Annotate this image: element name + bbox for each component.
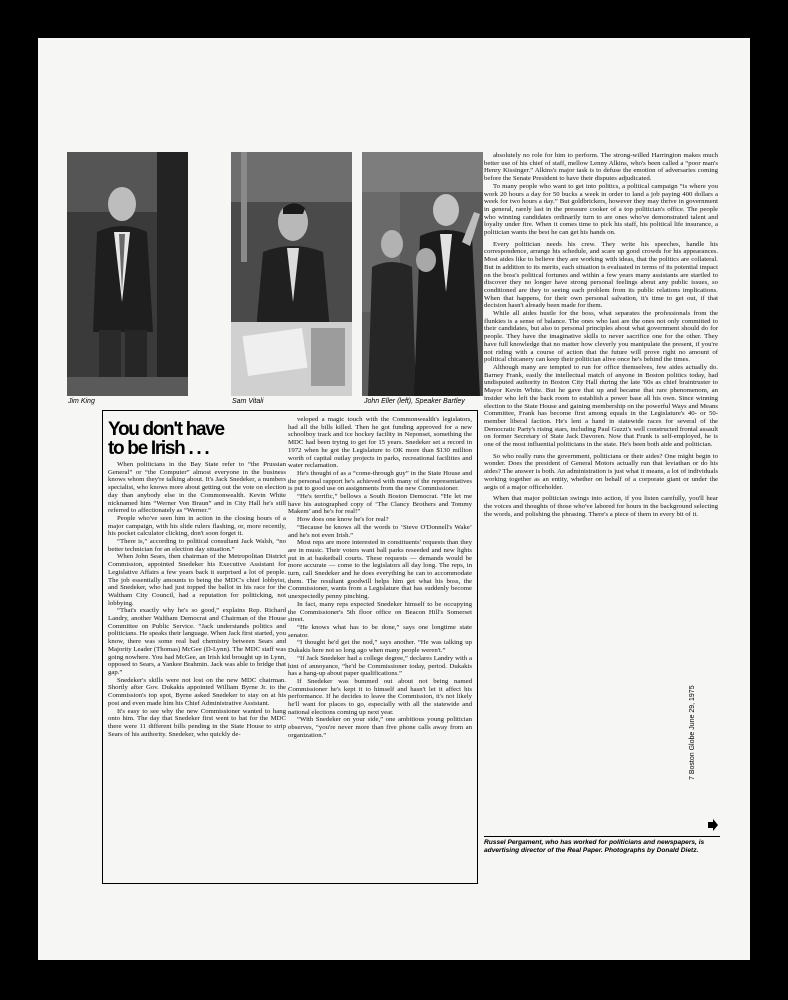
paragraph: “There is,” according to political consultant Jack Walsh, “no better technician for an election day situation.”: [108, 538, 286, 553]
photo-sam-vitali-image: [231, 152, 352, 396]
paragraph: Every politician needs his crew. They write his speeches, handle his correspondence, arrange his schedule, and scare up good crowds for his appearances. Most aides like to believe they are working with ideas, that the politics are collateral. But in addition to its merits, each situation is evaluated in terms of its potential impact on the boss's political fortunes and within a few years many assistants are startled to discover they no longer have strong personal feelings about any public issues, so conditioned are they to seeing each problem from its public relations implications. When that happens, for their own personal salvation, it's time to get out, if that decision hasn't already been made for them.: [484, 240, 718, 310]
paragraph: So who really runs the government, politicians or their aides? One might begin to wonder. Does the president of General Motors actually run that leviathan or do his aides? The answer is both. An administration is just what it means, a lot of individuals working together as an entity, whether on behalf of a corporate giant or under the aegis of a major officeholder.: [484, 452, 718, 491]
photo-john-eller-speaker-bartley: [362, 152, 483, 396]
publication-date: Boston Globe June 29, 1975: [689, 685, 696, 775]
paragraph: In fact, many reps expected Snedeker himself to be occupying the Commissioner's 5th floor office on Beacon Hill's Somerset street.: [288, 600, 472, 624]
paragraph: absolutely no role for him to perform. The strong-willed Harrington makes much better use of his chief of staff, mellow Lenny Alkins, who's been called a “poor man's Henry Kissinger.” Alkins's major task is to defuse the emotion of adversaries coming before the Senate President to have their disputes adjudicated.: [484, 152, 718, 183]
paragraph: To many people who want to get into politics, a political campaign “is where you work 20 hours a day for 50 bucks a week in order to land a job paying 400 dollars a week for two hours a day.” But goldbrickers, however they may thrive in government in general, rarely last in the pressure cooker of a top politician's office. The people who winning candidates ordinarily turn to are ones who've demonstrated talent and loyalty under fire. When it comes time to pick his staff, his political life insurance, a politician wants the best he can get his hands on.: [484, 182, 718, 237]
paragraph: “If Jack Snedeker had a college degree,” declares Landry with a hint of annoyance, “he'd be Commissioner today, period. Dukakis has a hang-up about paper qualifications.”: [288, 654, 472, 678]
paragraph: Most reps are more interested in constituents' requests than they are in music. Their voters want ball parks reseeded and new lights put in at basketball courts. These requests — demands would be more accurate — come to the legislators all day long. The reps, in turn, call Snedeker and he does everything he can to accommodate them. The resultant goodwill helps him get what his boss, the Commissioner, wants from a Legislature that has suddenly become unexpectedly penny pinching.: [288, 539, 472, 601]
paragraph: If Snedeker was bummed out about not being named Commissioner he's kept it to himself and hasn't let it affect his performance. If he decides to leave the Commission, it's not likely he'll want for places to go, especially with all the statewide and national elections coming up next year.: [288, 677, 472, 716]
paragraph: People who've seen him in action in the closing hours of a major campaign, with his slide rulers flashing, or, more recently, his pocket calculator clicking, don't soon forget it.: [108, 514, 286, 538]
paragraph: veloped a magic touch with the Commonwealth's legislators, had all the bills killed. Then he got funding approved for a new schoolboy track and ice hockey facility in Neponset, something the MDC had been trying to get for 15 years. Snedeker set a record in 1972 when he got the Legislature to OK more than $130 million worth of capital outlay projects in parks, recreational facilities and water reclamation.: [288, 416, 472, 470]
paragraph: “That's exactly why he's so good,” explains Rep. Richard Landry, another Waltham Democrat and Chairman of the House Committee on Public Service. “Jack understands politics and politicians. He speaks their language. When Jack first started, you know, there was some real bad chemistry between Sears and Majority Leader (Thomas) McGee (D-Lynn). The MDC staff was going nowhere. You had McGee, an Irish kid brought up in Lynn, opposed to Sears, a Yankee Brahmin. Jack was able to bridge that gap.”: [108, 607, 286, 676]
magazine-page: [38, 38, 750, 960]
sidebar-column-2: [288, 416, 472, 740]
continue-arrow-icon: [708, 819, 718, 831]
paragraph: It's easy to see why the new Commissioner wanted to hang onto him. The day that Snedeker first went to bat for the MDC there were 11 different bills pending in the State House to strip Sears of his authority. Snedeker, who quickly de-: [108, 707, 286, 738]
paragraph: When politicians in the Bay State refer to “the Prussian General” or “the Computer” almost everyone in the business knows whom they're talking about. It's Jack Snedeker, a numbers specialist, who knows more about getting out the vote on election day than anybody else in the Commonwealth. Kevin White nicknamed him “Werner Von Braun” and in City Hall he's still referred to affectionately as “Werner.”: [108, 461, 286, 515]
page-folio: [688, 670, 698, 780]
author-credit: Russel Pergament, who has worked for politicians and newspapers, is advertising director of the Real Paper. Photographs by Donald Dietz.: [484, 839, 705, 854]
paragraph: Snedeker's skills were not lost on the new MDC chairman. Shortly after Gov. Dukakis appointed William Byrne Jr. to the Commission's top spot, Byrne asked Snedeker to stay on at his post and even made him his Chief Administrative Assistant.: [108, 676, 286, 707]
paragraph: “He's terrific,” bellows a South Boston Democrat. “He let me have his autographed copy of ‘The Clancy Brothers and Tommy Makem’ and he's for real!”: [288, 493, 472, 516]
paragraph: While all aides hustle for the boss, what separates the professionals from the flunkies is a sense of balance. The ones who last are the ones not only committed to their candidates, but also to personal principles about what government should do for people. They have the imaginative skills to never sacrifice one for the other. They have full knowledge that no matter how cleverly you manipulate the present, if you're not riding with a course of action that the future will prove right no amount of political chicanery can keep their politician alive once he's behind the times.: [484, 310, 718, 364]
paragraph: “He knows what has to be done,” says one longtime state senator.: [288, 623, 472, 639]
caption-sam-vitali: Sam Vitali: [232, 398, 264, 405]
credit-separator: [484, 836, 720, 837]
paragraph: When John Sears, then chairman of the Metropolitan District Commission, appointed Snedeker his Executive Assistant for Legislative Affairs a few years back it surprised a lot of people. The job essentially amounts to being the MDC's chief lobbyist, and Snedeker, who had just topped the ballot in his race for the Waltham City Council, had a reputation for politicking, not lobbying.: [108, 553, 286, 607]
main-column: [484, 152, 718, 518]
photo-jim-king: [67, 152, 188, 396]
caption-jim-king: Jim King: [68, 398, 95, 405]
photo-jim-king-image: [67, 152, 188, 396]
photo-john-eller-speaker-bartley-image: [362, 152, 483, 396]
page-number: 7: [689, 776, 696, 780]
photo-sam-vitali: [231, 152, 352, 396]
paragraph: Although many are tempted to run for office themselves, few aides actually do. Barney Frank, easily the intellectual match of anyone in Boston politics today, had undisputed authority in Boston City Hall during the late '60s as chief braintruster to Mayor Kevin White. But he gave that up and became that rare phenomenom, an insider who left the back room to establish a power base all his own. Since winning election to the State House and gaining membership on the powerful Ways and Means Committee, Frank has become first among equals in the Legislature's 40- or 50-member liberal faction. He's lent a hand in statewide races for several of the Democratic Party's rising stars, including Paul Guzzi's well constructed frontal assault on former Secretary of State Jack Davoren. Now that Frank is self-employed, he is one of the most influential politicians in the state. He's been both aide and politician.: [484, 363, 718, 449]
paragraph: “With Snedeker on your side,” one ambitious young politician observes, “you're never more than five phone calls away from an organization.”: [288, 716, 472, 739]
paragraph: How does one know he's for real?: [297, 516, 389, 524]
sidebar-column-1: [108, 461, 286, 738]
paragraph: “Because he knows all the words to ‘Steve O'Donnell's Wake’ and he's not even Irish.”: [288, 523, 472, 539]
article-headline: You don't have to be Irish . . .: [108, 419, 224, 459]
paragraph: When that major politician swings into action, if you listen carefully, you'll hear the voices and thoughts of those who've labored for hours in the background selecting the words, and polishing the phrasing. There's a piece of them in every bit of it.: [484, 495, 718, 518]
paragraph: “I thought he'd get the nod,” says another. “He was talking up Dukakis here not so long ago when many people weren't.”: [288, 639, 472, 655]
paragraph: He's thought of as a “come-through guy” in the State House and the personal rapport he's achieved with many of the representatives is put to good use on assignments from the new Commissioner.: [288, 469, 472, 493]
caption-john-eller-speaker-bartley: John Eller (left), Speaker Bartley: [364, 398, 465, 405]
